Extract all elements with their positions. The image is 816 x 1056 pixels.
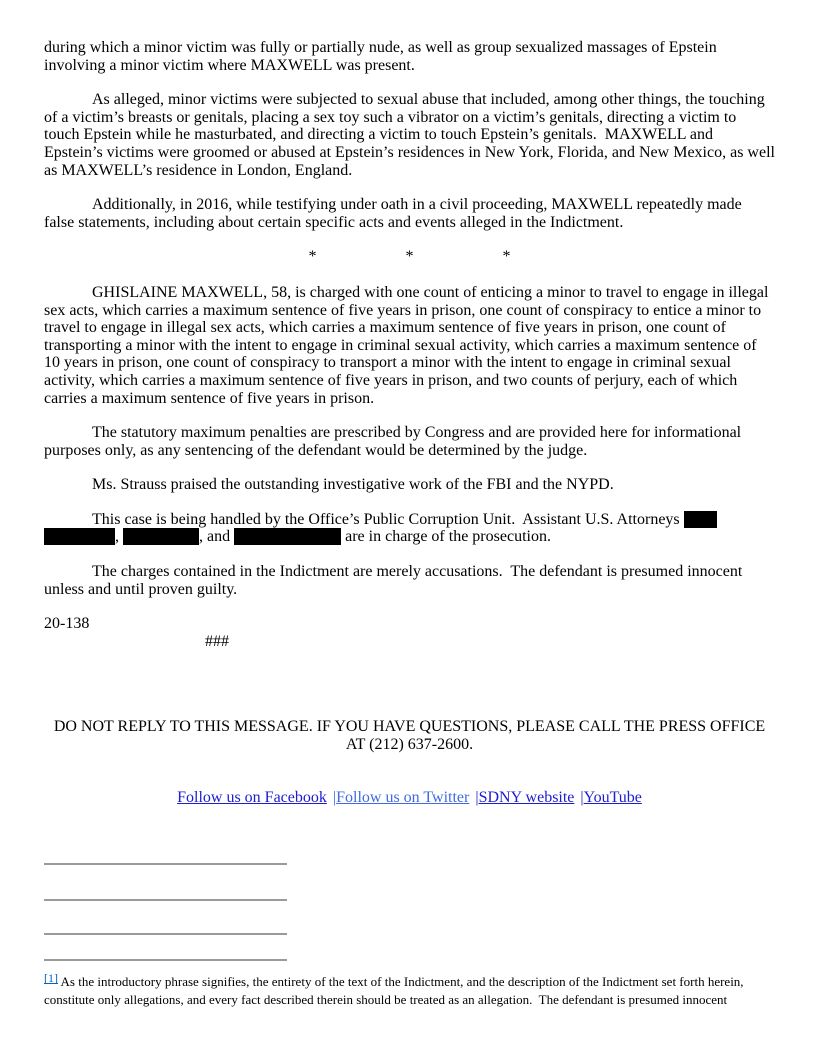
redaction-bar (684, 511, 717, 528)
case-number: 20-138 (44, 615, 90, 633)
body-paragraph-charges-list: GHISLAINE MAXWELL, 58, is charged with one count of enticing a minor to travel to engage in illegal sex acts, which carries a maximum sentence of five years in prison, one count of conspiracy to entice a minor to travel to engage in illegal sex acts, which carries a maximum sentence of five years in prison, one count of transporting a minor with the intent to engage in criminal sexual activity, which carries a maximum sentence of 10 years in prison, one count of conspiracy to transport a minor with the intent to engage in criminal sexual activity, which carries a maximum sentence of five years in prison, and two counts of perjury, each of which carries a maximum sentence of five years in prison. (44, 283, 773, 407)
separator-line (44, 863, 287, 865)
redaction-bar (44, 528, 115, 545)
separator-star: * (405, 248, 414, 266)
body-paragraph-continuation: during which a minor victim was fully or partially nude, as well as group sexualized massages of Epstein involving a minor victim where MAXWELL was present. (44, 39, 721, 74)
footnote (44, 970, 775, 1008)
sdny-website-link[interactable]: SDNY website (478, 788, 575, 806)
body-paragraph-alleged: As alleged, minor victims were subjected to sexual abuse that included, among other things, the touching of a victim’s breasts or genitals, placing a sex toy such a vibrator on a victim’s genitals, directing a victim to touch Epstein while he masturbated, and directing a victim to touch Epstein’s genitals. MAXWELL and Epstein’s victims were groomed or abused at Epstein’s residences in New York, Florida, and New Mexico, as well as MAXWELL’s residence in London, England. (44, 91, 779, 179)
twitter-link[interactable]: Follow us on Twitter (336, 788, 470, 806)
separator-line (44, 899, 287, 901)
separator-line (44, 959, 287, 961)
body-paragraph-prosecution (44, 511, 775, 546)
facebook-link[interactable]: Follow us on Facebook (177, 788, 327, 806)
youtube-link[interactable]: YouTube (583, 788, 642, 806)
redaction-bar (123, 528, 199, 545)
separator-line (44, 933, 287, 935)
separator-star: * (502, 248, 511, 266)
prosecution-text: are in charge of the prosecution. (341, 528, 551, 546)
footnote-ref-link[interactable]: [1] (44, 971, 58, 986)
notice-line: DO NOT REPLY TO THIS MESSAGE. IF YOU HAVE QUESTIONS, PLEASE CALL THE PRESS OFFICE (53, 718, 766, 736)
redaction-bar (234, 528, 341, 545)
do-not-reply-notice (44, 718, 775, 753)
social-links-row (44, 789, 775, 807)
prosecution-text: , and (199, 528, 235, 546)
body-paragraph-additionally: Additionally, in 2016, while testifying under oath in a civil proceeding, MAXWELL repeatedly made false statements, including about certain specific acts and events alleged in the Indictment. (44, 196, 746, 231)
body-paragraph-statutory: The statutory maximum penalties are prescribed by Congress and are provided here for informational purposes only, as any sentencing of the defendant would be determined by the judge. (44, 424, 746, 459)
link-separator: | (332, 788, 337, 806)
link-separator: | (475, 788, 479, 806)
prosecution-text: This case is being handled by the Office’s Public Corruption Unit. Assistant U.S. Attorneys (92, 510, 684, 528)
end-marker: ### (205, 632, 229, 650)
separator-star: * (308, 248, 317, 266)
prosecution-text: , (115, 528, 123, 546)
footnote-text: As the introductory phrase signifies, the entirety of the text of the Indictment, and the description of the Indictment set forth herein, constitute only allegations, and every fact described therein should be treated as an allegation. The defendant is presumed innocent (44, 974, 747, 1007)
body-paragraph-strauss: Ms. Strauss praised the outstanding investigative work of the FBI and the NYPD. (92, 476, 614, 494)
body-paragraph-presumption: The charges contained in the Indictment are merely accusations. The defendant is presumed innocent unless and until proven guilty. (44, 563, 747, 598)
section-separator (44, 248, 775, 266)
notice-line: AT (212) 637-2600. (345, 736, 474, 754)
link-separator: | (580, 788, 584, 806)
